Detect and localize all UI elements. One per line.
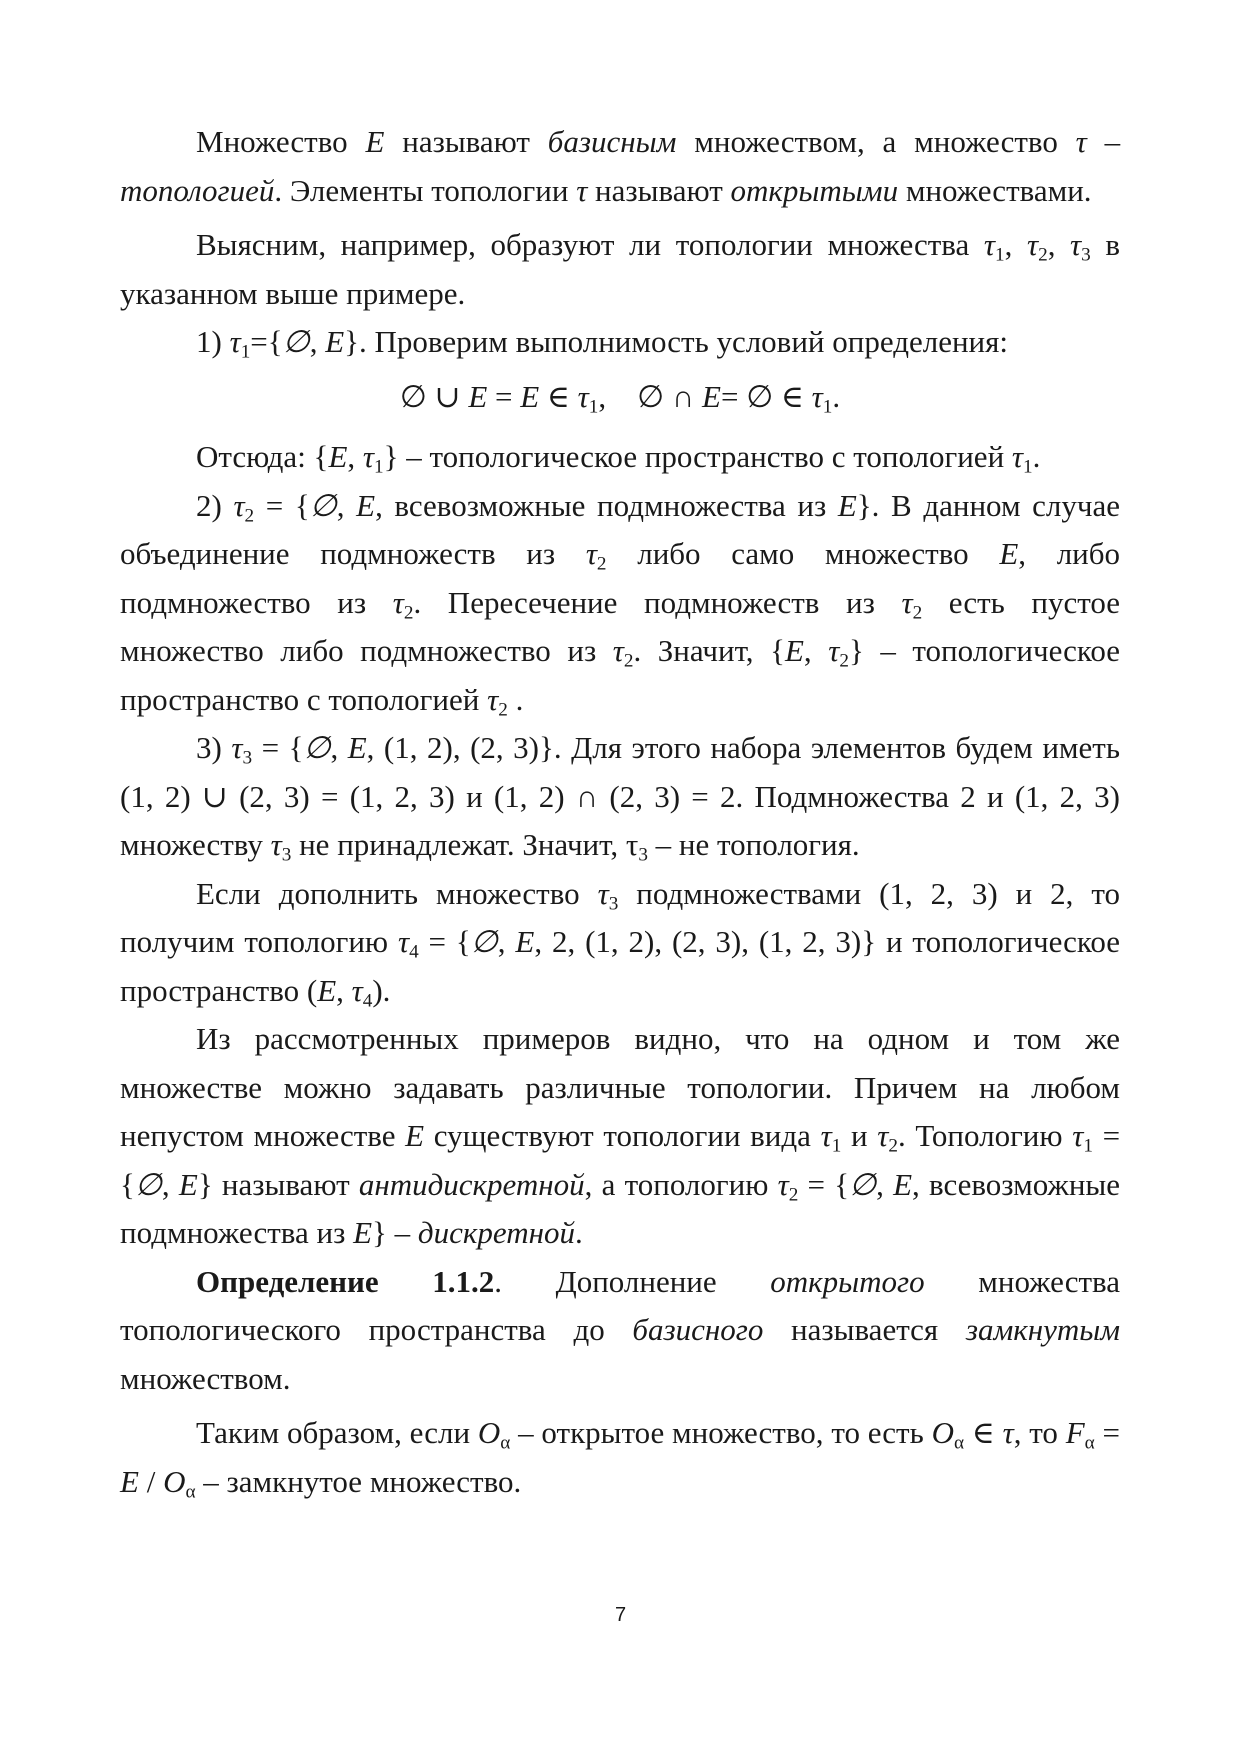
paragraph-4: Отсюда: {E, $\tau_1$} – топологическое пространство с топологией $\tau_1$. (196, 439, 1041, 478)
paragraph-7: Если дополнить множество $\tau_3$ подмножествами (1, 2, 3) и 2, то получим топологию $\tau_4$ = {∅, E, 2, (1, 2), (2, 3), (1, 2, 3)} и топологическое пространство (E, $\tau_4$). (120, 875, 1121, 1011)
page-number: 7 (614, 1604, 627, 1626)
paragraph-10: Таким образом, если $O_\alpha$ – открытое множество, то есть $O_\alpha$ ∈ τ, то $F_\alpha = E / O_\alpha$ – замкнутое множество. (120, 1415, 1121, 1502)
paragraph-9-definition: Определение 1.1.2. Дополнение открытого множества топологического пространства до базисного называется замкнутым множеством. (120, 1263, 1121, 1396)
formula-line: ∅ ∪ E = E ∈ $\tau_1$, ∅ ∩ E= ∅ ∈ $\tau_1$. (399, 378, 841, 417)
paragraph-5: 2) $\tau_2$ = {∅, E, всевозможные подмножества из E}. В данном случае объединение подмножеств из $\tau_2$ либо само множество E, либо подмножество из $\tau_2$. Пересечение подмножеств из $\tau_2$ есть пустое множество либо подмножество из $\tau_2$. Значит, {E, $\tau_2$} – топологическое пространство с топологией $\tau_2$ . (120, 487, 1121, 720)
definition-title: Определение 1.1.2 (196, 1263, 495, 1299)
paragraph-3: 1) $\tau_1=\{\emptyset$, E}. Проверим выполнимость условий определения: (196, 324, 1009, 363)
paragraph-6: 3) $\tau_3$ = {∅, E, (1, 2), (2, 3)}. Для этого набора элементов будем иметь (1, 2) ∪ (2, 3) = (1, 2, 3) и (1, 2) ∩ (2, 3) = 2. Подмножества 2 и (1, 2, 3) множеству $\tau_3$ не принадлежат. Значит, $\tau_3$ – не топология. (120, 730, 1120, 866)
body-text (120, 118, 1120, 1506)
paragraph-8: Из рассмотренных примеров видно, что на одном и том же множестве можно задавать различные топологии. Причем на любом непустом множестве E существуют топологии вида $\tau_1$ и $\tau_2$. Топологию $\tau_1$ = {∅, E} называют антидискретной, а топологию $\tau_2$ = {∅, E, всевозможные подмножества из E} – дискретной. (120, 1021, 1121, 1250)
paragraph-1: Множество E называют базисным множеством, а множество τ – топологией. Элементы топологии τ называют открытыми множествами. (120, 124, 1121, 208)
paragraph-2: Выясним, например, образуют ли топологии множества $\tau_1$, $\tau_2$, $\tau_3$ в указанном выше примере. (120, 227, 1121, 311)
